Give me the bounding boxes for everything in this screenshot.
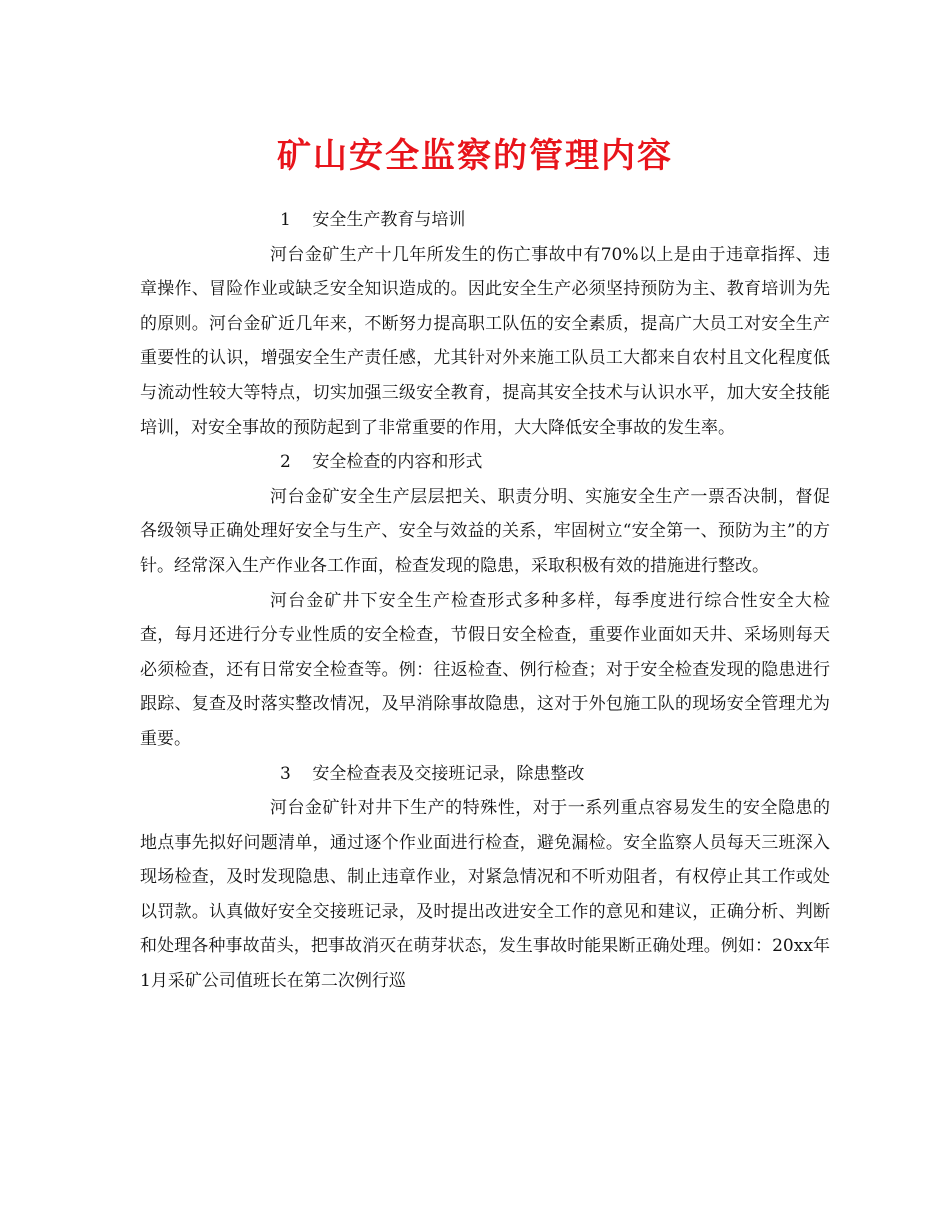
section-2-paragraph-2: 河台金矿井下安全生产检查形式多种多样，每季度进行综合性安全大检查，每月还进行分专业性质的安全检查，节假日安全检查，重要作业面如天井、采场则每天必须检查，还有日常安全检查等。例：往返检查、例行检查；对于安全检查发现的隐患进行跟踪、复查及时落实整改情况，及早消除事故隐患，这对于外包施工队的现场安全管理尤为重要。 — [140, 590, 830, 749]
section-heading-3: 3 安全检查表及交接班记录，除患整改 — [280, 763, 585, 784]
section-1-paragraph-1: 河台金矿生产十几年所发生的伤亡事故中有70%以上是由于违章指挥、违章操作、冒险作业或缺乏安全知识造成的。因此安全生产必须坚持预防为主、教育培训为先的原则。河台金矿近几年来，不断努力提高职工队伍的安全素质，提高广大员工对安全生产重要性的认识，增强安全生产责任感，尤其针对外来施工队员工大都来自农村且文化程度低与流动性较大等特点，切实加强三级安全教育，提高其安全技术与认识水平，加大安全技能培训，对安全事故的预防起到了非常重要的作用，大大降低安全事故的发生率。 — [140, 244, 830, 438]
section-heading-2: 2 安全检查的内容和形式 — [280, 452, 483, 473]
section-2-paragraph-1: 河台金矿安全生产层层把关、职责分明、实施安全生产一票否决制，督促各级领导正确处理好安全与生产、安全与效益的关系，牢固树立“安全第一、预防为主”的方针。经常深入生产作业各工作面，检查发现的隐患，采取积极有效的措施进行整改。 — [140, 486, 830, 576]
section-3-paragraph-1: 河台金矿针对井下生产的特殊性，对于一系列重点容易发生的安全隐患的地点事先拟好问题清单，通过逐个作业面进行检查，避免漏检。安全监察人员每天三班深入现场检查，及时发现隐患、制止违章作业，对紧急情况和不听劝阻者，有权停止其工作或处以罚款。认真做好安全交接班记录，及时提出改进安全工作的意见和建议，正确分析、判断和处理各种事故苗头，把事故消灭在萌芽状态，发生事故时能果断正确处理。例如：20xx年1月采矿公司值班长在第二次例行巡 — [140, 798, 830, 992]
document-body — [140, 203, 830, 999]
document-title: 矿山安全监察的管理内容 — [277, 136, 673, 176]
section-heading-1: 1 安全生产教育与培训 — [280, 210, 466, 230]
